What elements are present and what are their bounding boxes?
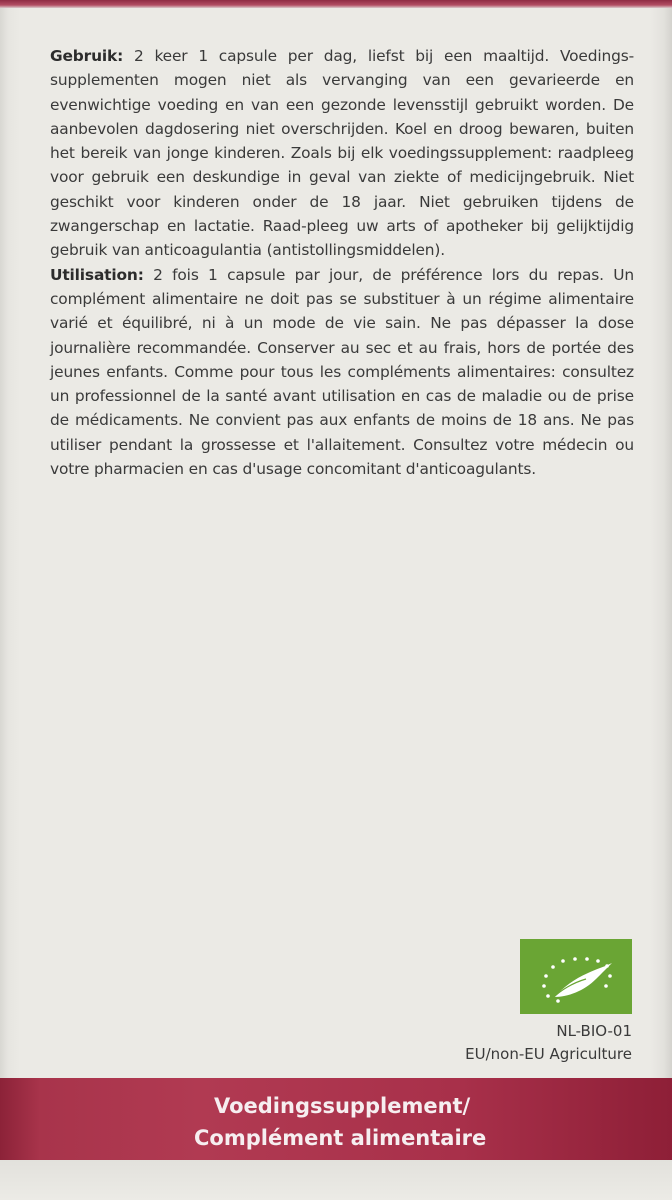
usage-dutch-text: 2 keer 1 capsule per dag, liefst bij een maaltijd. Voedings-supplementen mogen niet als vervanging van een gevarieerde en evenwichtige voeding en van een gezonde levensstijl gebruikt worden. De aanbevolen dagdosering niet overschrijden. Koel en droog bewaren, buiten het bereik van jonge kinderen. Zoals bij elk voedingssupplement: raadpleeg voor gebruik een deskundige in geval van ziekte of medicijngebruik. Niet geschikt voor kinderen onder de 18 jaar. Niet gebruiken tijdens de zwangerschap en lactatie. Raad-pleeg uw arts of apotheker bij gelijktijdig gebruik van anticoagulantia (antistollingsmiddelen). xyxy=(50,47,634,260)
usage-french-heading: Utilisation: xyxy=(50,265,144,284)
organic-certification-code: NL-BIO-01 xyxy=(556,1022,632,1040)
product-type-french: Complément alimentaire xyxy=(194,1126,487,1150)
agriculture-origin: EU/non-EU Agriculture xyxy=(465,1045,632,1063)
usage-dutch-heading: Gebruik: xyxy=(50,47,124,65)
product-type-dutch: Voedingssupplement/ xyxy=(214,1094,471,1118)
usage-french-text: 2 fois 1 capsule par jour, de préférence lors du repas. Un complément alimentaire ne doit pas se substituer à un régime alimentaire varié et équilibré, ni à un mode de vie sain. Ne pas dépasser la dose journalière recommandée. Conserver au sec et au frais, hors de portée des jeunes enfants. Comme pour tous les compléments alimentaires: consultez un professionnel de la santé avant utilisation en cas de maladie ou de prise de médicaments. Ne convient pas aux enfants de moins de 18 ans. Ne pas utiliser pendant la grossesse et l'allaitement. Consultez votre médecin ou votre pharmacien en cas d'usage concomitant d'anticoagulants. xyxy=(50,265,634,479)
usage-french xyxy=(50,263,634,482)
bottom-base-strip xyxy=(0,1160,672,1200)
top-color-strip xyxy=(0,0,672,8)
usage-dutch xyxy=(50,44,634,263)
eu-organic-leaf-icon xyxy=(520,939,632,1014)
usage-instructions xyxy=(50,44,634,481)
